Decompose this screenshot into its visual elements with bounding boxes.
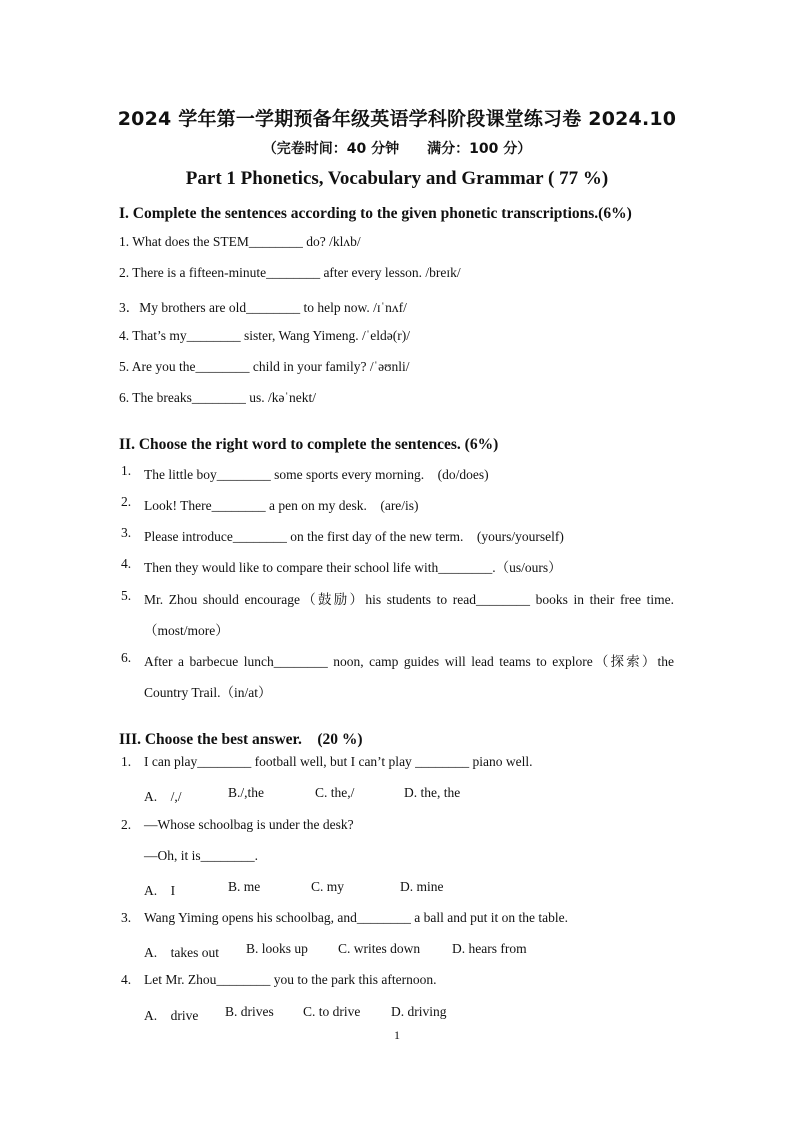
question-number: 3.	[121, 525, 132, 540]
section-2-heading: II. Choose the right word to complete the sentences. (6%)	[119, 436, 499, 453]
option-b: B. me	[228, 879, 261, 894]
option-a: A. takes out	[144, 945, 219, 960]
question-text: —Oh, it is________.	[144, 848, 259, 863]
question-text: After a barbecue lunch________ noon, camp guides will lead teams to explore（探索）the	[144, 654, 674, 669]
option-a: A. I	[144, 883, 176, 898]
option-a: A. drive	[144, 1008, 199, 1023]
section-1-item: 6. The breaks________ us. /kəˈnekt/	[119, 390, 316, 405]
option-c: C. my	[311, 879, 345, 894]
question-text-continued: （most/more）	[144, 623, 229, 638]
question-text: Mr. Zhou should encourage（鼓励）his students to read________ books in their free time.	[144, 592, 674, 607]
option-c: C. writes down	[338, 941, 421, 956]
question-number: 2.	[121, 817, 132, 832]
option-b: B. looks up	[246, 941, 308, 956]
part-heading: Part 1 Phonetics, Vocabulary and Grammar ( 77 %)	[185, 168, 609, 189]
option-d: D. hears from	[452, 941, 527, 956]
section-1-item: 2. There is a fifteen-minute________ after every lesson. /breɪk/	[119, 265, 461, 280]
question-number: 4.	[121, 972, 132, 987]
question-number: 6.	[121, 650, 132, 665]
question-text: The little boy________ some sports every morning. (do/does)	[144, 467, 489, 482]
question-number: 1.	[121, 754, 132, 769]
option-c: C. to drive	[303, 1004, 361, 1019]
option-d: D. mine	[400, 879, 444, 894]
question-text: I can play________ football well, but I can’t play ________ piano well.	[144, 754, 533, 769]
option-b: B./,the	[228, 785, 264, 800]
question-text: Please introduce________ on the first day of the new term. (yours/yourself)	[144, 529, 564, 544]
question-text: Then they would like to compare their school life with________.（us/ours）	[144, 560, 562, 575]
section-1-heading: I. Complete the sentences according to the given phonetic transcriptions.(6%)	[119, 205, 632, 222]
section-1-item: 4. That’s my________ sister, Wang Yimeng. /ˈeldə(r)/	[119, 328, 410, 343]
question-number: 1.	[121, 463, 132, 478]
question-text: Look! There________ a pen on my desk. (are/is)	[144, 498, 419, 513]
section-1-item: 3．My brothers are old________ to help now. /ɪˈnʌf/	[119, 300, 407, 315]
option-b: B. drives	[225, 1004, 274, 1019]
page-title: 2024 学年第一学期预备年级英语学科阶段课堂练习卷 2024.10	[117, 108, 677, 130]
question-number: 5.	[121, 588, 132, 603]
question-number: 4.	[121, 556, 132, 571]
question-text: —Whose schoolbag is under the desk?	[144, 817, 354, 832]
question-text: Let Mr. Zhou________ you to the park this afternoon.	[144, 972, 437, 987]
question-text-continued: Country Trail.（in/at）	[144, 685, 272, 700]
section-3-heading: III. Choose the best answer. (20 %)	[119, 731, 363, 748]
exam-info: （完卷时间：40 分钟 满分：100 分）	[262, 141, 532, 157]
option-c: C. the,/	[315, 785, 355, 800]
question-text: Wang Yiming opens his schoolbag, and________ a ball and put it on the table.	[144, 910, 568, 925]
option-a: A. /,/	[144, 789, 182, 804]
section-1-item: 5. Are you the________ child in your family? /ˈəʊnli/	[119, 359, 410, 374]
option-d: D. driving	[391, 1004, 447, 1019]
section-1-item: 1. What does the STEM________ do? /klʌb/	[119, 234, 361, 249]
question-number: 2.	[121, 494, 132, 509]
question-number: 3.	[121, 910, 132, 925]
option-d: D. the, the	[404, 785, 461, 800]
page-number: 1	[394, 1028, 400, 1042]
